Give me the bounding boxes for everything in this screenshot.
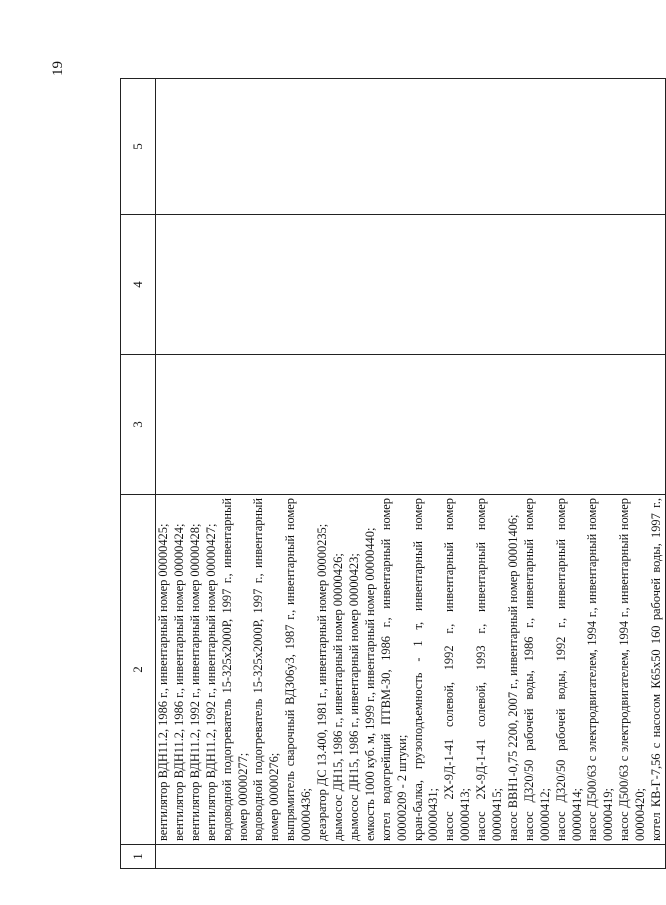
list-item: вентилятор ВДН11.2, 1992 г., инвентарный номер 00000427; — [203, 523, 218, 841]
list-item: насос ВВН1-0,75 2200, 2007 г., инвентарный номер 00001406; — [505, 514, 520, 841]
table-header-row — [121, 79, 156, 869]
list-item: насос 2Х-9Д-1-41 солевой, 1993 г., инвентарный номер 00000415; — [474, 498, 505, 841]
list-item: выпрямитель сварочный ВДЗ06у3, 1987 г., инвентарный номер 00000436; — [283, 498, 314, 841]
cell-column-3 — [156, 355, 666, 495]
table-row — [156, 79, 666, 869]
column-header-1: 1 — [121, 845, 156, 869]
list-item: вентилятор ВДН11.2, 1986 г., инвентарный номер 00000424; — [171, 523, 186, 841]
list-item: водоводной подогреватель 15-325х2000Р, 1997 г., инвентарный номер 00000276; — [251, 498, 282, 841]
cell-column-5 — [156, 79, 666, 215]
column-header-2: 2 — [121, 495, 156, 845]
list-item: насос 2Х-9Д-1-41 солевой, 1992 г., инвентарный номер 00000413; — [442, 498, 473, 841]
list-item: котел водогрейщий ПТВМ-30, 1986 г., инвентарный номер 00000209 - 2 штуки; — [378, 498, 409, 841]
column-header-3: 3 — [121, 355, 156, 495]
page-number: 19 — [50, 61, 66, 76]
equipment-table-rotated — [120, 79, 664, 869]
list-item: насос Д320/50 рабочей воды, 1992 г., инвентарный номер 00000414; — [553, 498, 584, 841]
column-header-5: 5 — [121, 79, 156, 215]
list-item: водоводной подогреватель 15-325х2000Р, 1997 г., инвентарный номер 00000277; — [219, 498, 250, 841]
list-item: насос Д500/63 с электродвигателем, 1994 г., инвентарный номер 00000420; — [617, 498, 648, 841]
equipment-list-cell — [156, 495, 666, 845]
list-item: котел КВ-Г-7,56 с насосом К65х50 160 рабочей воды, 1997 г., — [649, 498, 664, 841]
cell-column-1 — [156, 845, 666, 869]
equipment-table — [120, 78, 666, 869]
list-item: вентилятор ВДН11.2, 1986 г., инвентарный номер 00000425; — [156, 523, 170, 841]
list-item: дымосос ДН15, 1986 г., инвентарный номер 00000426; — [330, 553, 345, 841]
list-item: вентилятор ВДН11.2, 1992 г., инвентарный номер 00000428; — [187, 523, 202, 841]
list-item: емкость 1000 куб. м, 1999 г., инвентарный номер 00000440; — [362, 527, 377, 841]
list-item: насос Д500/63 с электродвигателем, 1994 г., инвентарный номер 00000419; — [585, 498, 616, 841]
column-header-4: 4 — [121, 215, 156, 355]
list-item: дымосос ДН15, 1986 г., инвентарный номер 00000423; — [346, 553, 361, 841]
list-item: насос Д320/50 рабочей воды, 1986 г., инвентарный номер 00000412; — [521, 498, 552, 841]
list-item: деаэратор ДС 13.400, 1981 г., инвентарный номер 00000235; — [315, 523, 330, 841]
cell-column-4 — [156, 215, 666, 355]
list-item: кран-балка, грузоподъемность - 1 т, инвентарный номер 00000431; — [410, 498, 441, 841]
